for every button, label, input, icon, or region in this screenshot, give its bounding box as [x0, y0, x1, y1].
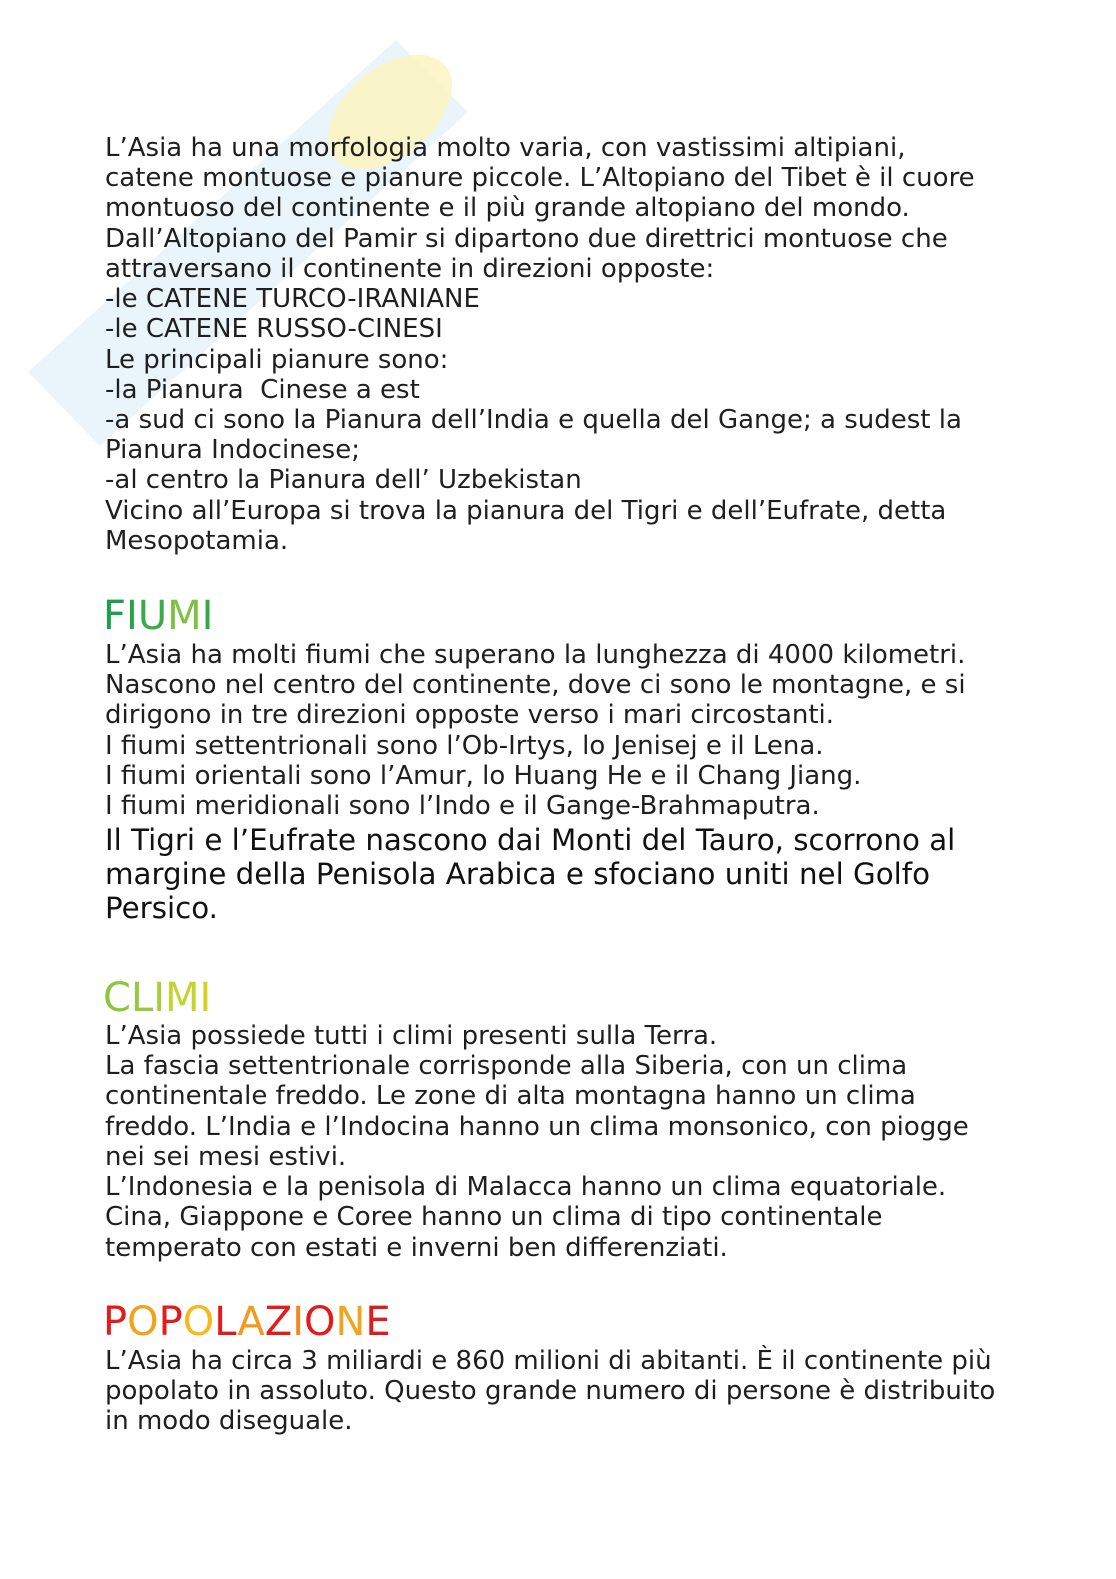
- heading-letter: I: [153, 975, 166, 1021]
- text-line: -la Pianura Cinese a est: [105, 374, 420, 405]
- heading-letter: Z: [264, 1299, 293, 1345]
- text-line: temperato con estati e inverni ben differenziati.: [105, 1232, 728, 1263]
- text-line: montuoso del continente e il più grande altopiano del mondo.: [105, 193, 910, 224]
- heading-letter: I: [199, 975, 212, 1021]
- heading-letter: P: [158, 1299, 183, 1345]
- text-line: I fiumi settentrionali sono l’Ob-Irtys, lo Jenisej e il Lena.: [105, 730, 824, 761]
- text-line: Cina, Giappone e Coree hanno un clima di tipo continentale: [105, 1202, 883, 1233]
- text-line: Dall’Altopiano del Pamir si dipartono due direttrici montuose che: [105, 223, 948, 254]
- heading-letter: M: [167, 593, 202, 639]
- popolazione-paragraph: [105, 1346, 1085, 1437]
- heading-letter: E: [365, 1299, 391, 1345]
- heading-letter: O: [182, 1299, 215, 1345]
- text-line: nei sei mesi estivi.: [105, 1141, 347, 1172]
- fiumi-paragraph: [105, 640, 1085, 821]
- text-line: attraversano il continente in direzioni opposte:: [105, 253, 715, 284]
- text-line: -le CATENE RUSSO-CINESI: [105, 314, 443, 345]
- text-line: L’Asia possiede tutti i climi presenti sulla Terra.: [105, 1021, 718, 1051]
- text-line: Vicino all’Europa si trova la pianura del Tigri e dell’Eufrate, detta: [105, 495, 947, 526]
- text-line: -a sud ci sono la Pianura dell’India e quella del Gange; a sudest la: [105, 404, 962, 435]
- text-line: -al centro la Pianura dell’ Uzbekistan: [105, 465, 582, 496]
- emphasis-text-line: Persico.: [105, 891, 218, 925]
- text-line: Le principali pianure sono:: [105, 344, 449, 375]
- text-line: La fascia settentrionale corrisponde alla Siberia, con un clima: [105, 1051, 908, 1082]
- heading-letter: I: [126, 593, 138, 639]
- text-line: freddo. L’India e l’Indocina hanno un clima monsonico, con piogge: [105, 1111, 969, 1142]
- text-line: -le CATENE TURCO-IRANIANE: [105, 284, 480, 315]
- text-line: in modo diseguale.: [105, 1406, 353, 1437]
- heading-letter: C: [103, 975, 131, 1021]
- text-line: popolato in assoluto. Questo grande numero di persone è distribuito: [105, 1376, 996, 1407]
- heading-letter: I: [201, 593, 214, 639]
- climi-heading: [103, 975, 211, 1021]
- text-line: I fiumi orientali sono l’Amur, lo Huang He e il Chang Jiang.: [105, 760, 862, 791]
- heading-letter: M: [165, 975, 200, 1021]
- heading-letter: P: [103, 1299, 128, 1345]
- heading-letter: I: [292, 1299, 304, 1345]
- text-line: Pianura Indocinese;: [105, 435, 360, 466]
- text-line: dirigono in tre direzioni opposte verso i mari circostanti.: [105, 700, 835, 731]
- heading-letter: O: [304, 1299, 336, 1345]
- text-line: I fiumi meridionali sono l’Indo e il Gange-Brahmaputra.: [105, 791, 820, 822]
- heading-letter: F: [103, 593, 127, 639]
- fiumi-emphasis-paragraph: [105, 823, 1085, 925]
- text-line: L’Asia ha una morfologia molto varia, con vastissimi altipiani,: [105, 133, 906, 163]
- fiumi-heading: [103, 593, 213, 639]
- text-line: L’Asia ha circa 3 miliardi e 860 milioni di abitanti. È il continente più: [105, 1346, 992, 1376]
- heading-letter: A: [237, 1299, 265, 1345]
- emphasis-text-line: margine della Penisola Arabica e sfociano uniti nel Golfo: [105, 857, 931, 891]
- heading-letter: N: [335, 1299, 366, 1345]
- text-line: catene montuose e pianure piccole. L’Altopiano del Tibet è il cuore: [105, 163, 975, 194]
- heading-letter: U: [137, 593, 168, 639]
- heading-letter: L: [130, 975, 154, 1021]
- heading-letter: L: [214, 1299, 238, 1345]
- intro-paragraph: [105, 133, 1085, 556]
- emphasis-text-line: Il Tigri e l’Eufrate nascono dai Monti del Tauro, scorrono al: [105, 823, 956, 857]
- text-line: Mesopotamia.: [105, 525, 289, 556]
- text-line: continentale freddo. Le zone di alta montagna hanno un clima: [105, 1081, 916, 1112]
- climi-paragraph: [105, 1021, 1085, 1263]
- heading-letter: O: [127, 1299, 159, 1345]
- popolazione-heading: [103, 1299, 391, 1345]
- text-line: Nascono nel centro del continente, dove ci sono le montagne, e si: [105, 670, 966, 701]
- text-line: L’Asia ha molti fiumi che superano la lunghezza di 4000 kilometri.: [105, 640, 966, 670]
- text-line: L’Indonesia e la penisola di Malacca hanno un clima equatoriale.: [105, 1172, 947, 1203]
